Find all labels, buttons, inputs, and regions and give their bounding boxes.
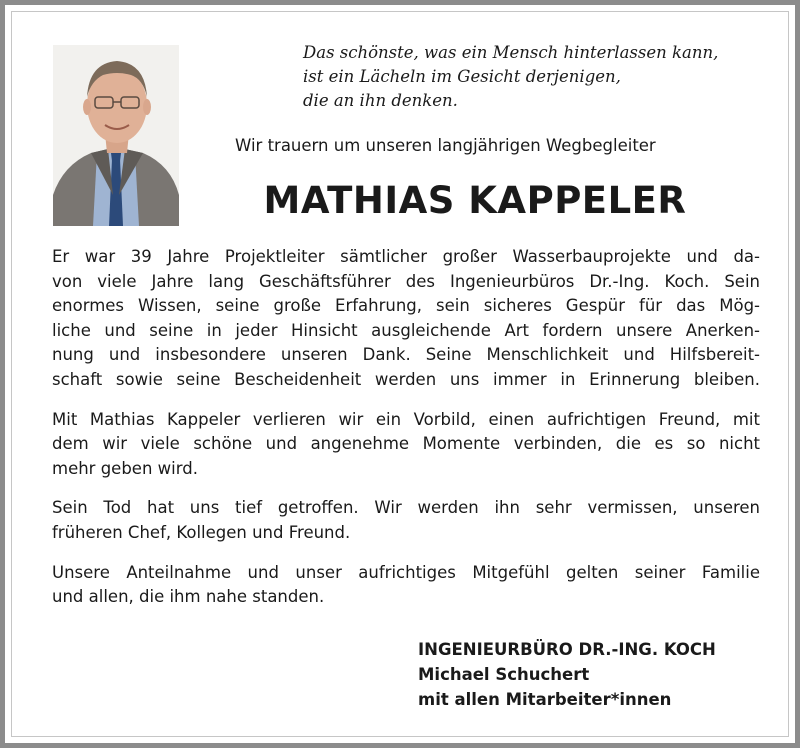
paragraph: [52, 496, 760, 545]
text-line: liche und seine in jeder Hinsicht ausgleichende Art fordern unsere Anerken-: [52, 320, 760, 340]
quote-line: die an ihn denken.: [303, 91, 458, 110]
quote-line: ist ein Lächeln im Gesicht derjenigen,: [303, 67, 621, 86]
company-name: INGENIEURBÜRO DR.-ING. KOCH: [418, 640, 716, 659]
deceased-name: MATHIAS KAPPELER: [263, 179, 687, 222]
mourning-intro: Wir trauern um unseren langjährigen Wegbegleiter: [235, 136, 656, 155]
text-line: früheren Chef, Kollegen und Freund.: [52, 522, 351, 542]
text-line: von viele Jahre lang Geschäftsführer des Ingenieurbüros Dr.-Ing. Koch. Sein: [52, 271, 760, 291]
text-line: schaft sowie seine Bescheidenheit werden uns immer in Erinnerung bleiben.: [52, 369, 760, 389]
text-line: Sein Tod hat uns tief getroffen. Wir werden ihn sehr vermissen, unseren: [52, 498, 760, 518]
text-line: nung und insbesondere unseren Dank. Seine Menschlichkeit und Hilfsbereit-: [52, 345, 760, 365]
paragraph: [52, 245, 760, 393]
text-line: Mit Mathias Kappeler verlieren wir ein Vorbild, einen aufrichtigen Freund, mit: [52, 409, 760, 429]
text-line: dem wir viele schöne und angenehme Momente verbinden, die es so nicht: [52, 434, 760, 454]
paragraph: [52, 408, 760, 482]
text-line: enormes Wissen, seine große Erfahrung, sein sicheres Gespür für das Mög-: [52, 296, 760, 316]
portrait-photo: [53, 45, 179, 226]
signatory-name: Michael Schuchert: [418, 665, 590, 684]
text-line: Er war 39 Jahre Projektleiter sämtlicher großer Wasserbauprojekte und da-: [52, 247, 760, 266]
text-line: Unsere Anteilnahme und unser aufrichtiges Mitgefühl gelten seiner Familie: [52, 562, 760, 582]
text-line: und allen, die ihm nahe standen.: [52, 587, 325, 607]
text-line: mehr geben wird.: [52, 458, 198, 478]
paragraph: [52, 561, 760, 610]
obituary-body: [52, 245, 760, 625]
signatory-staff: mit allen Mitarbeiter*innen: [418, 690, 672, 709]
signature-block: [418, 637, 778, 712]
memorial-quote: [303, 41, 773, 113]
quote-line: Das schönste, was ein Mensch hinterlassen kann,: [303, 43, 719, 62]
